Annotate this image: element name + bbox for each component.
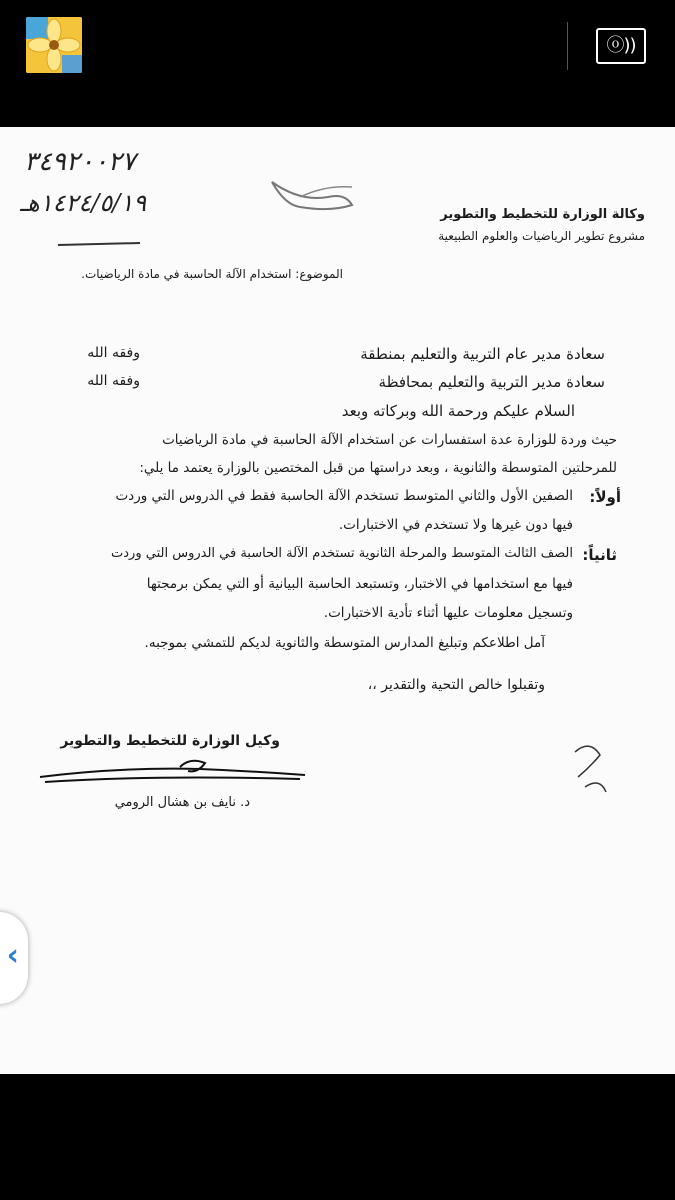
viewer-bottom-bar bbox=[0, 1074, 675, 1200]
addressee-line-1: سعادة مدير عام التربية والتعليم بمنطقة bbox=[360, 345, 605, 363]
item-second-line-1: الصف الثالث المتوسط والمرحلة الثانوية تستخدم الآلة الحاسبة في الدروس التي وردت bbox=[111, 546, 573, 561]
item-first-line-2: فيها دون غيرها ولا تستخدم في الاختبارات. bbox=[338, 517, 573, 533]
item-second-label: ثانياً: bbox=[582, 546, 617, 564]
toolbar-divider bbox=[567, 22, 568, 70]
handwritten-reference-number: ٣٤٩٢٠٠٢٧ bbox=[24, 147, 136, 177]
chevron-left-icon: ‹ bbox=[6, 938, 19, 973]
letterhead-agency: وكالة الوزارة للتخطيط والتطوير bbox=[440, 207, 645, 222]
save-media-button[interactable]: ⓞ)) bbox=[596, 28, 646, 64]
request-line: آمل اطلاعكم وتبليغ المدارس المتوسطة والثانوية لديكم للتمشي بموجبه. bbox=[144, 635, 545, 651]
addressee-closing-1: وفقه الله bbox=[87, 345, 140, 361]
item-second-line-3: وتسجيل معلومات عليها أثناء تأدية الاختبارات. bbox=[323, 605, 573, 621]
signature-scribble bbox=[40, 761, 305, 782]
signer-name: د. نايف بن هشال الرومي bbox=[114, 795, 250, 810]
closing-line: وتقبلوا خالص التحية والتقدير ،، bbox=[367, 677, 545, 693]
flower-icon[interactable] bbox=[26, 17, 82, 73]
letter-subject: الموضوع: استخدام الآلة الحاسبة في مادة الرياضيات. bbox=[81, 267, 343, 281]
letterhead-project: مشروع تطوير الرياضيات والعلوم الطبيعية bbox=[438, 229, 645, 243]
signer-title: وكيل الوزارة للتخطيط والتطوير bbox=[60, 733, 280, 749]
item-first-line-1: الصفين الأول والثاني المتوسط تستخدم الآلة الحاسبة فقط في الدروس التي وردت bbox=[115, 488, 573, 504]
item-second-line-2: فيها مع استخدامها في الاختبار، وتستبعد الحاسبة البيانية أو التي يمكن برمجتها bbox=[146, 576, 573, 592]
intro-line-1: حيث وردة للوزارة عدة استفسارات عن استخدام الآلة الحاسبة في مادة الرياضيات bbox=[162, 432, 617, 448]
handwritten-date: ١٤٢٤/٥/١٩هـ bbox=[20, 189, 147, 217]
reference-underline bbox=[58, 243, 140, 245]
flower-icon-graphic bbox=[26, 17, 82, 73]
addressee-line-2: سعادة مدير التربية والتعليم بمحافظة bbox=[378, 373, 605, 391]
handwritten-annotation bbox=[575, 746, 606, 792]
viewer-top-bar bbox=[0, 0, 675, 127]
item-first-label: أولاً: bbox=[589, 488, 621, 506]
intro-line-2: للمرحلتين المتوسطة والثانوية ، وبعد دراستها من قبل المختصين بالوزارة يعتمد ما يلي: bbox=[139, 460, 617, 476]
addressee-closing-2: وفقه الله bbox=[87, 373, 140, 389]
greeting: السلام عليكم ورحمة الله وبركاته وبعد bbox=[341, 402, 575, 420]
document-page bbox=[0, 127, 675, 1074]
letterhead-emblem-stroke bbox=[300, 187, 352, 197]
